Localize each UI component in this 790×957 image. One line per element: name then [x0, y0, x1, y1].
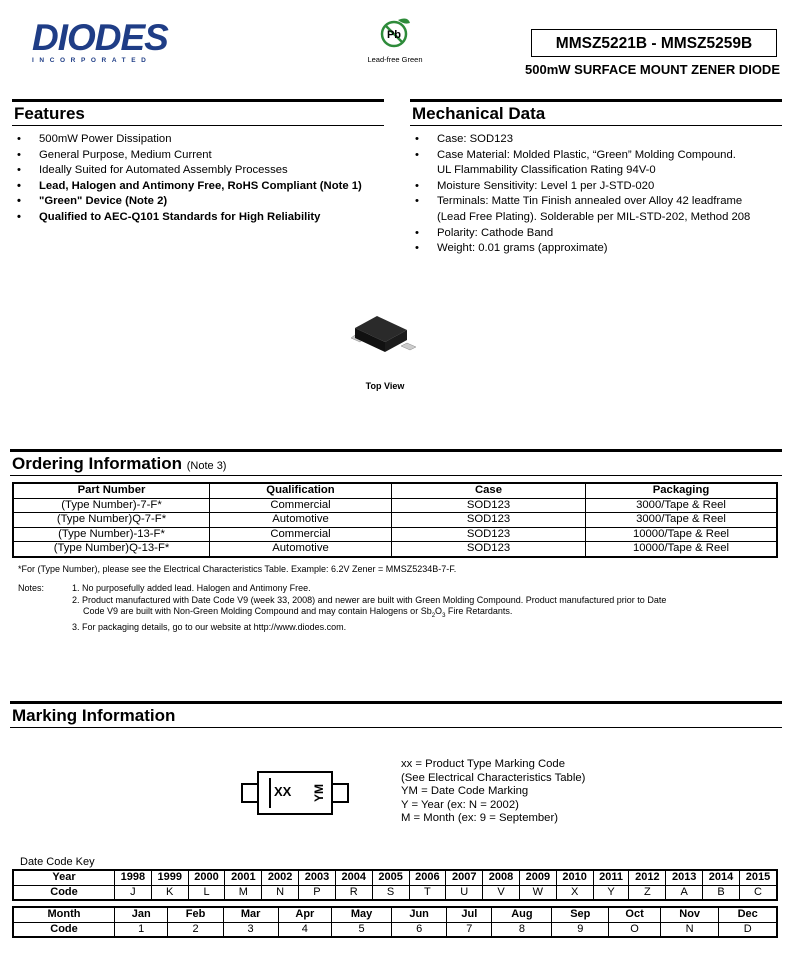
- month-code-cell: 9: [552, 922, 609, 937]
- col-part-number: Part Number: [13, 483, 210, 498]
- month-code-cell: 2: [168, 922, 223, 937]
- table-cell: (Type Number)Q-13-F*: [13, 542, 210, 557]
- month-cell: Aug: [492, 907, 552, 922]
- year-code-cell: S: [372, 885, 409, 900]
- year-code-cell: A: [666, 885, 703, 900]
- month-cell: Sep: [552, 907, 609, 922]
- month-cell: Jan: [115, 907, 168, 922]
- note-text: Fire Retardants.: [445, 606, 513, 616]
- document-subtitle: 500mW SURFACE MOUNT ZENER DIODE: [525, 62, 780, 77]
- ordering-footnote: *For (Type Number), please see the Electrical Characteristics Table. Example: 6.2V Zener = MMSZ5234B-7-F.: [18, 564, 457, 574]
- year-code-row: [13, 885, 777, 900]
- feature-item: • 500mW Power Dissipation: [14, 132, 386, 148]
- table-cell: Commercial: [210, 498, 392, 513]
- year-code-cell: Y: [593, 885, 629, 900]
- month-code-cell: 7: [447, 922, 492, 937]
- col-case: Case: [392, 483, 586, 498]
- month-cell: Apr: [278, 907, 331, 922]
- year-code-cell: P: [299, 885, 336, 900]
- year-cell: 2012: [629, 870, 666, 885]
- month-cell: May: [332, 907, 392, 922]
- part-number-range: MMSZ5221B - MMSZ5259B: [531, 29, 777, 57]
- mechanical-item: • Moisture Sensitivity: Level 1 per J-STD-020: [412, 179, 784, 195]
- code-label: Code: [13, 885, 115, 900]
- year-cell: 2013: [666, 870, 703, 885]
- marking-xx: XX: [274, 784, 292, 799]
- ordering-header-row: [13, 483, 777, 498]
- mechanical-item: [412, 148, 784, 179]
- year-cell: 2001: [225, 870, 262, 885]
- note-sub: 3: [442, 612, 446, 619]
- month-code-cell: D: [719, 922, 777, 937]
- sod123-package-image: [345, 308, 425, 378]
- note-item: 2. Product manufactured with Date Code V9 (week 33, 2008) and newer are built with Green Molding Compound. Product manufactured prior to Date: [72, 594, 667, 605]
- lead-free-label: Lead-free Green: [367, 55, 423, 64]
- year-cell: 2003: [299, 870, 336, 885]
- logo-subtext: INCORPORATED: [32, 57, 152, 64]
- pb-symbol: Pb: [386, 29, 402, 41]
- year-cell: 2002: [262, 870, 299, 885]
- month-cell: Jul: [447, 907, 492, 922]
- month-cell: Mar: [223, 907, 278, 922]
- year-code-cell: T: [409, 885, 446, 900]
- table-cell: (Type Number)-13-F*: [13, 527, 210, 542]
- feature-item: • Qualified to AEC-Q101 Standards for High Reliability: [14, 210, 386, 226]
- month-cell: Jun: [392, 907, 447, 922]
- table-row: [13, 527, 777, 542]
- note-sub: 2: [431, 612, 436, 619]
- table-cell: 10000/Tape & Reel: [586, 527, 778, 542]
- ordering-heading: [10, 449, 782, 476]
- month-label: Month: [13, 907, 115, 922]
- year-code-cell: V: [483, 885, 520, 900]
- features-heading: Features: [12, 99, 384, 126]
- table-cell: 10000/Tape & Reel: [586, 542, 778, 557]
- year-code-cell: C: [739, 885, 777, 900]
- mechanical-item: • Weight: 0.01 grams (approximate): [412, 241, 784, 257]
- year-code-cell: N: [262, 885, 299, 900]
- marking-heading: Marking Information: [10, 701, 782, 728]
- note-item: 1. No purposefully added lead. Halogen and Antimony Free.: [72, 583, 311, 593]
- col-qualification: Qualification: [210, 483, 392, 498]
- legend-line: YM = Date Code Marking: [401, 785, 529, 797]
- mechanical-item: • Polarity: Cathode Band: [412, 226, 784, 242]
- year-code-cell: U: [446, 885, 483, 900]
- year-cell: 2014: [703, 870, 740, 885]
- month-code-cell: O: [609, 922, 661, 937]
- note-text: O: [435, 606, 443, 616]
- table-cell: Commercial: [210, 527, 392, 542]
- year-code-cell: Z: [629, 885, 666, 900]
- table-cell: Automotive: [210, 513, 392, 528]
- table-cell: 3000/Tape & Reel: [586, 498, 778, 513]
- year-cell: 2005: [372, 870, 409, 885]
- note-item-cont: [72, 606, 782, 622]
- year-cell: 1999: [151, 870, 188, 885]
- table-cell: (Type Number)Q-7-F*: [13, 513, 210, 528]
- month-code-cell: 4: [278, 922, 331, 937]
- diodes-logo: [32, 17, 190, 64]
- features-list: [14, 132, 386, 226]
- table-cell: SOD123: [392, 527, 586, 542]
- ordering-table: [12, 482, 778, 558]
- feature-item: • Ideally Suited for Automated Assembly Processes: [14, 163, 386, 179]
- legend-line: M = Month (ex: 9 = September): [401, 812, 558, 824]
- table-row: [13, 513, 777, 528]
- notes-list: [72, 583, 782, 634]
- year-code-cell: B: [703, 885, 740, 900]
- col-packaging: Packaging: [586, 483, 778, 498]
- feature-item: • General Purpose, Medium Current: [14, 148, 386, 164]
- month-code-cell: 5: [332, 922, 392, 937]
- year-cell: 2011: [593, 870, 629, 885]
- table-cell: (Type Number)-7-F*: [13, 498, 210, 513]
- table-cell: Automotive: [210, 542, 392, 557]
- logo-text: DIODES: [32, 17, 168, 58]
- month-row: [13, 907, 777, 922]
- year-code-cell: M: [225, 885, 262, 900]
- month-cell: Nov: [660, 907, 718, 922]
- note-text: Code V9 are built with Non-Green Molding Compound and may contain Halogens or Sb: [83, 606, 432, 616]
- legend-line: xx = Product Type Marking Code: [401, 758, 565, 770]
- year-code-cell: J: [115, 885, 152, 900]
- month-code-cell: 3: [223, 922, 278, 937]
- date-code-title: Date Code Key: [20, 856, 95, 868]
- mechanical-item-line2: UL Flammability Classification Rating 94V-0: [437, 164, 656, 177]
- notes-label: Notes:: [18, 583, 45, 593]
- mechanical-item-line: Case Material: Molded Plastic, “Green” Molding Compound.: [437, 148, 736, 161]
- mechanical-item: [412, 194, 784, 225]
- month-code-row: [13, 922, 777, 937]
- lead-free-green-badge: [360, 17, 430, 65]
- table-cell: SOD123: [392, 498, 586, 513]
- code-label: Code: [13, 922, 115, 937]
- mechanical-item: • Case: SOD123: [412, 132, 784, 148]
- month-code-cell: 8: [492, 922, 552, 937]
- table-row: [13, 498, 777, 513]
- year-label: Year: [13, 870, 115, 885]
- month-code-cell: 1: [115, 922, 168, 937]
- package-caption: Top View: [365, 381, 405, 391]
- year-cell: 2007: [446, 870, 483, 885]
- year-code-cell: X: [556, 885, 593, 900]
- month-cell: Oct: [609, 907, 661, 922]
- year-code-table: [12, 869, 778, 901]
- year-cell: 2006: [409, 870, 446, 885]
- legend-line: Y = Year (ex: N = 2002): [401, 798, 519, 811]
- year-cell: 2000: [188, 870, 225, 885]
- note-item: 3. For packaging details, go to our website at http://www.diodes.com.: [72, 622, 347, 633]
- mechanical-item-line: Terminals: Matte Tin Finish annealed over Alloy 42 leadframe: [437, 195, 743, 208]
- table-cell: SOD123: [392, 513, 586, 528]
- month-code-cell: 6: [392, 922, 447, 937]
- feature-item: • "Green" Device (Note 2): [14, 194, 386, 210]
- year-cell: 2009: [519, 870, 556, 885]
- mechanical-item-line2: (Lead Free Plating). Solderable per MIL-STD-202, Method 208: [437, 210, 751, 223]
- table-cell: 3000/Tape & Reel: [586, 513, 778, 528]
- year-code-cell: R: [335, 885, 372, 900]
- year-code-cell: L: [188, 885, 225, 900]
- year-cell: 2010: [556, 870, 593, 885]
- feature-item: • Lead, Halogen and Antimony Free, RoHS Compliant (Note 1): [14, 179, 386, 195]
- mechanical-heading: Mechanical Data: [410, 99, 782, 126]
- mechanical-list: [412, 132, 784, 257]
- month-cell: Feb: [168, 907, 223, 922]
- ordering-title-note: (Note 3): [186, 460, 227, 472]
- year-cell: 2004: [335, 870, 372, 885]
- table-row: [13, 542, 777, 557]
- year-code-cell: W: [519, 885, 556, 900]
- year-cell: 1998: [115, 870, 152, 885]
- month-code-table: [12, 906, 778, 938]
- year-cell: 2015: [739, 870, 777, 885]
- year-cell: 2008: [483, 870, 520, 885]
- ordering-title: Ordering Information: [12, 454, 182, 473]
- legend-line: (See Electrical Characteristics Table): [401, 771, 586, 784]
- marking-legend: [401, 758, 585, 826]
- lead-free-icon: [378, 17, 412, 49]
- year-row: [13, 870, 777, 885]
- marking-ym: YM: [312, 784, 326, 802]
- table-cell: SOD123: [392, 542, 586, 557]
- month-cell: Dec: [719, 907, 777, 922]
- year-code-cell: K: [151, 885, 188, 900]
- marking-diagram: [240, 770, 352, 816]
- month-code-cell: N: [660, 922, 718, 937]
